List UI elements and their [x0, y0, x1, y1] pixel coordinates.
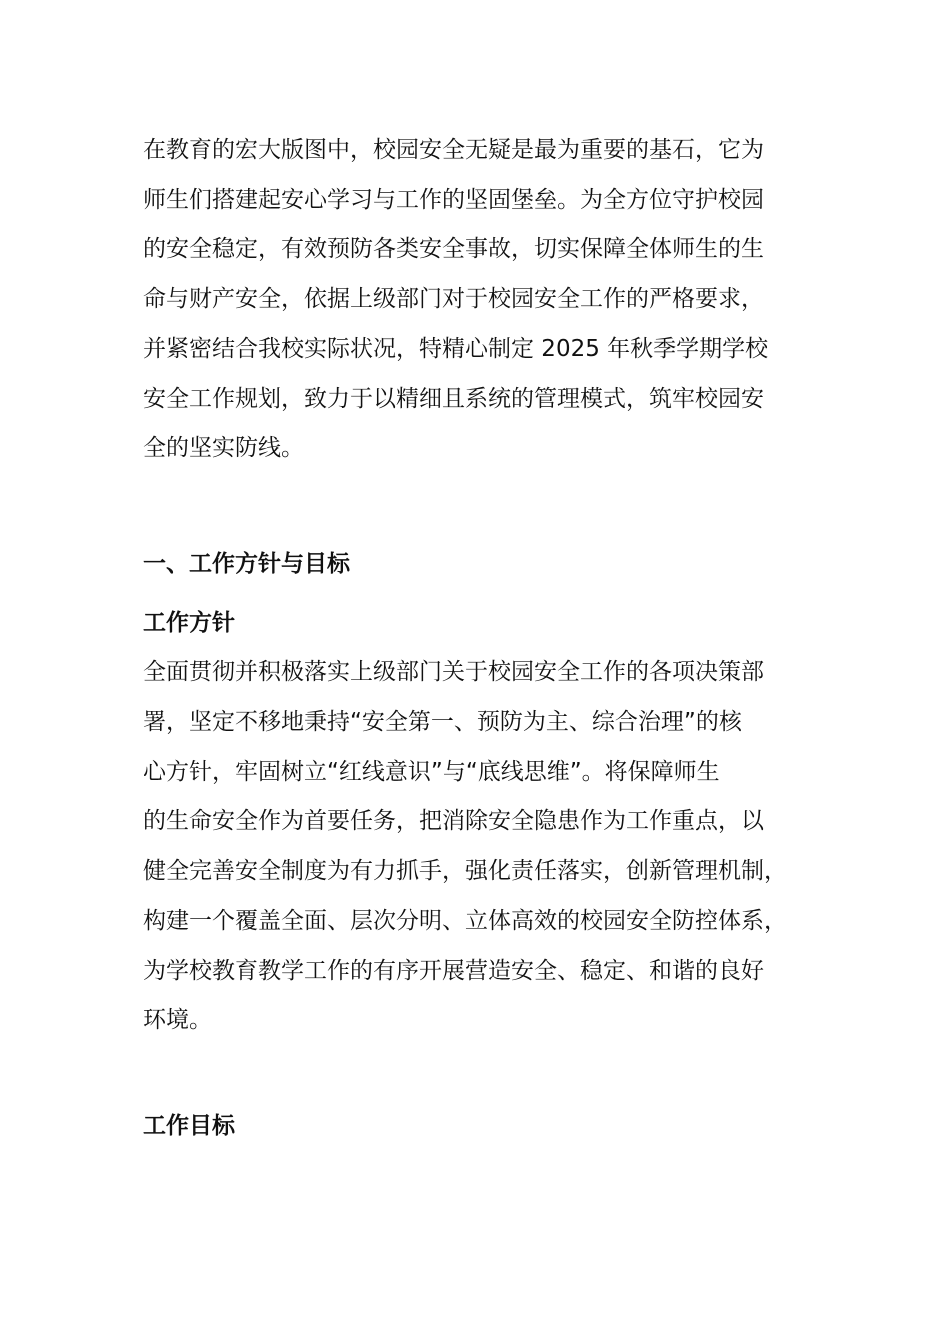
subsection-heading-guideline: 工作方针: [143, 609, 235, 636]
guideline-paragraph: [143, 648, 803, 1046]
guideline-line: 为学校教育教学工作的有序开展营造安全、稳定、和谐的良好: [143, 957, 764, 984]
intro-line: 全的坚实防线。: [143, 435, 304, 462]
intro-line: 命与财产安全，依据上级部门对于校园安全工作的严格要求，: [143, 286, 764, 313]
intro-line: 并紧密结合我校实际状况，特精心制定 2025 年秋季学期学校: [143, 335, 769, 362]
spacer: [143, 1046, 803, 1102]
guideline-line: 全面贯彻并积极落实上级部门关于校园安全工作的各项决策部: [143, 659, 764, 686]
guideline-line: 的生命安全作为首要任务，把消除安全隐患作为工作重点，以: [143, 808, 764, 835]
guideline-line: 环境。: [143, 1007, 212, 1034]
intro-line: 的安全稳定，有效预防各类安全事故，切实保障全体师生的生: [143, 236, 764, 263]
subsection-heading-target: 工作目标: [143, 1112, 235, 1139]
section-heading: 一、工作方针与目标: [143, 550, 350, 577]
intro-paragraph: [143, 126, 803, 474]
intro-line: 师生们搭建起安心学习与工作的坚固堡垒。为全方位守护校园: [143, 186, 764, 213]
document-body: [143, 126, 803, 1152]
guideline-line: 构建一个覆盖全面、层次分明、立体高效的校园安全防控体系，: [143, 907, 787, 934]
guideline-line: 健全完善安全制度为有力抓手，强化责任落实，创新管理机制，: [143, 858, 787, 885]
guideline-line: 心方针，牢固树立“红线意识”与“底线思维”。将保障师生: [143, 758, 720, 785]
spacer: [143, 590, 803, 599]
guideline-line: 署，坚定不移地秉持“安全第一、预防为主、综合治理”的核: [143, 709, 742, 736]
spacer: [143, 474, 803, 540]
intro-line: 安全工作规划，致力于以精细且系统的管理模式，筑牢校园安: [143, 385, 764, 412]
intro-line: 在教育的宏大版图中，校园安全无疑是最为重要的基石，它为: [143, 137, 764, 163]
